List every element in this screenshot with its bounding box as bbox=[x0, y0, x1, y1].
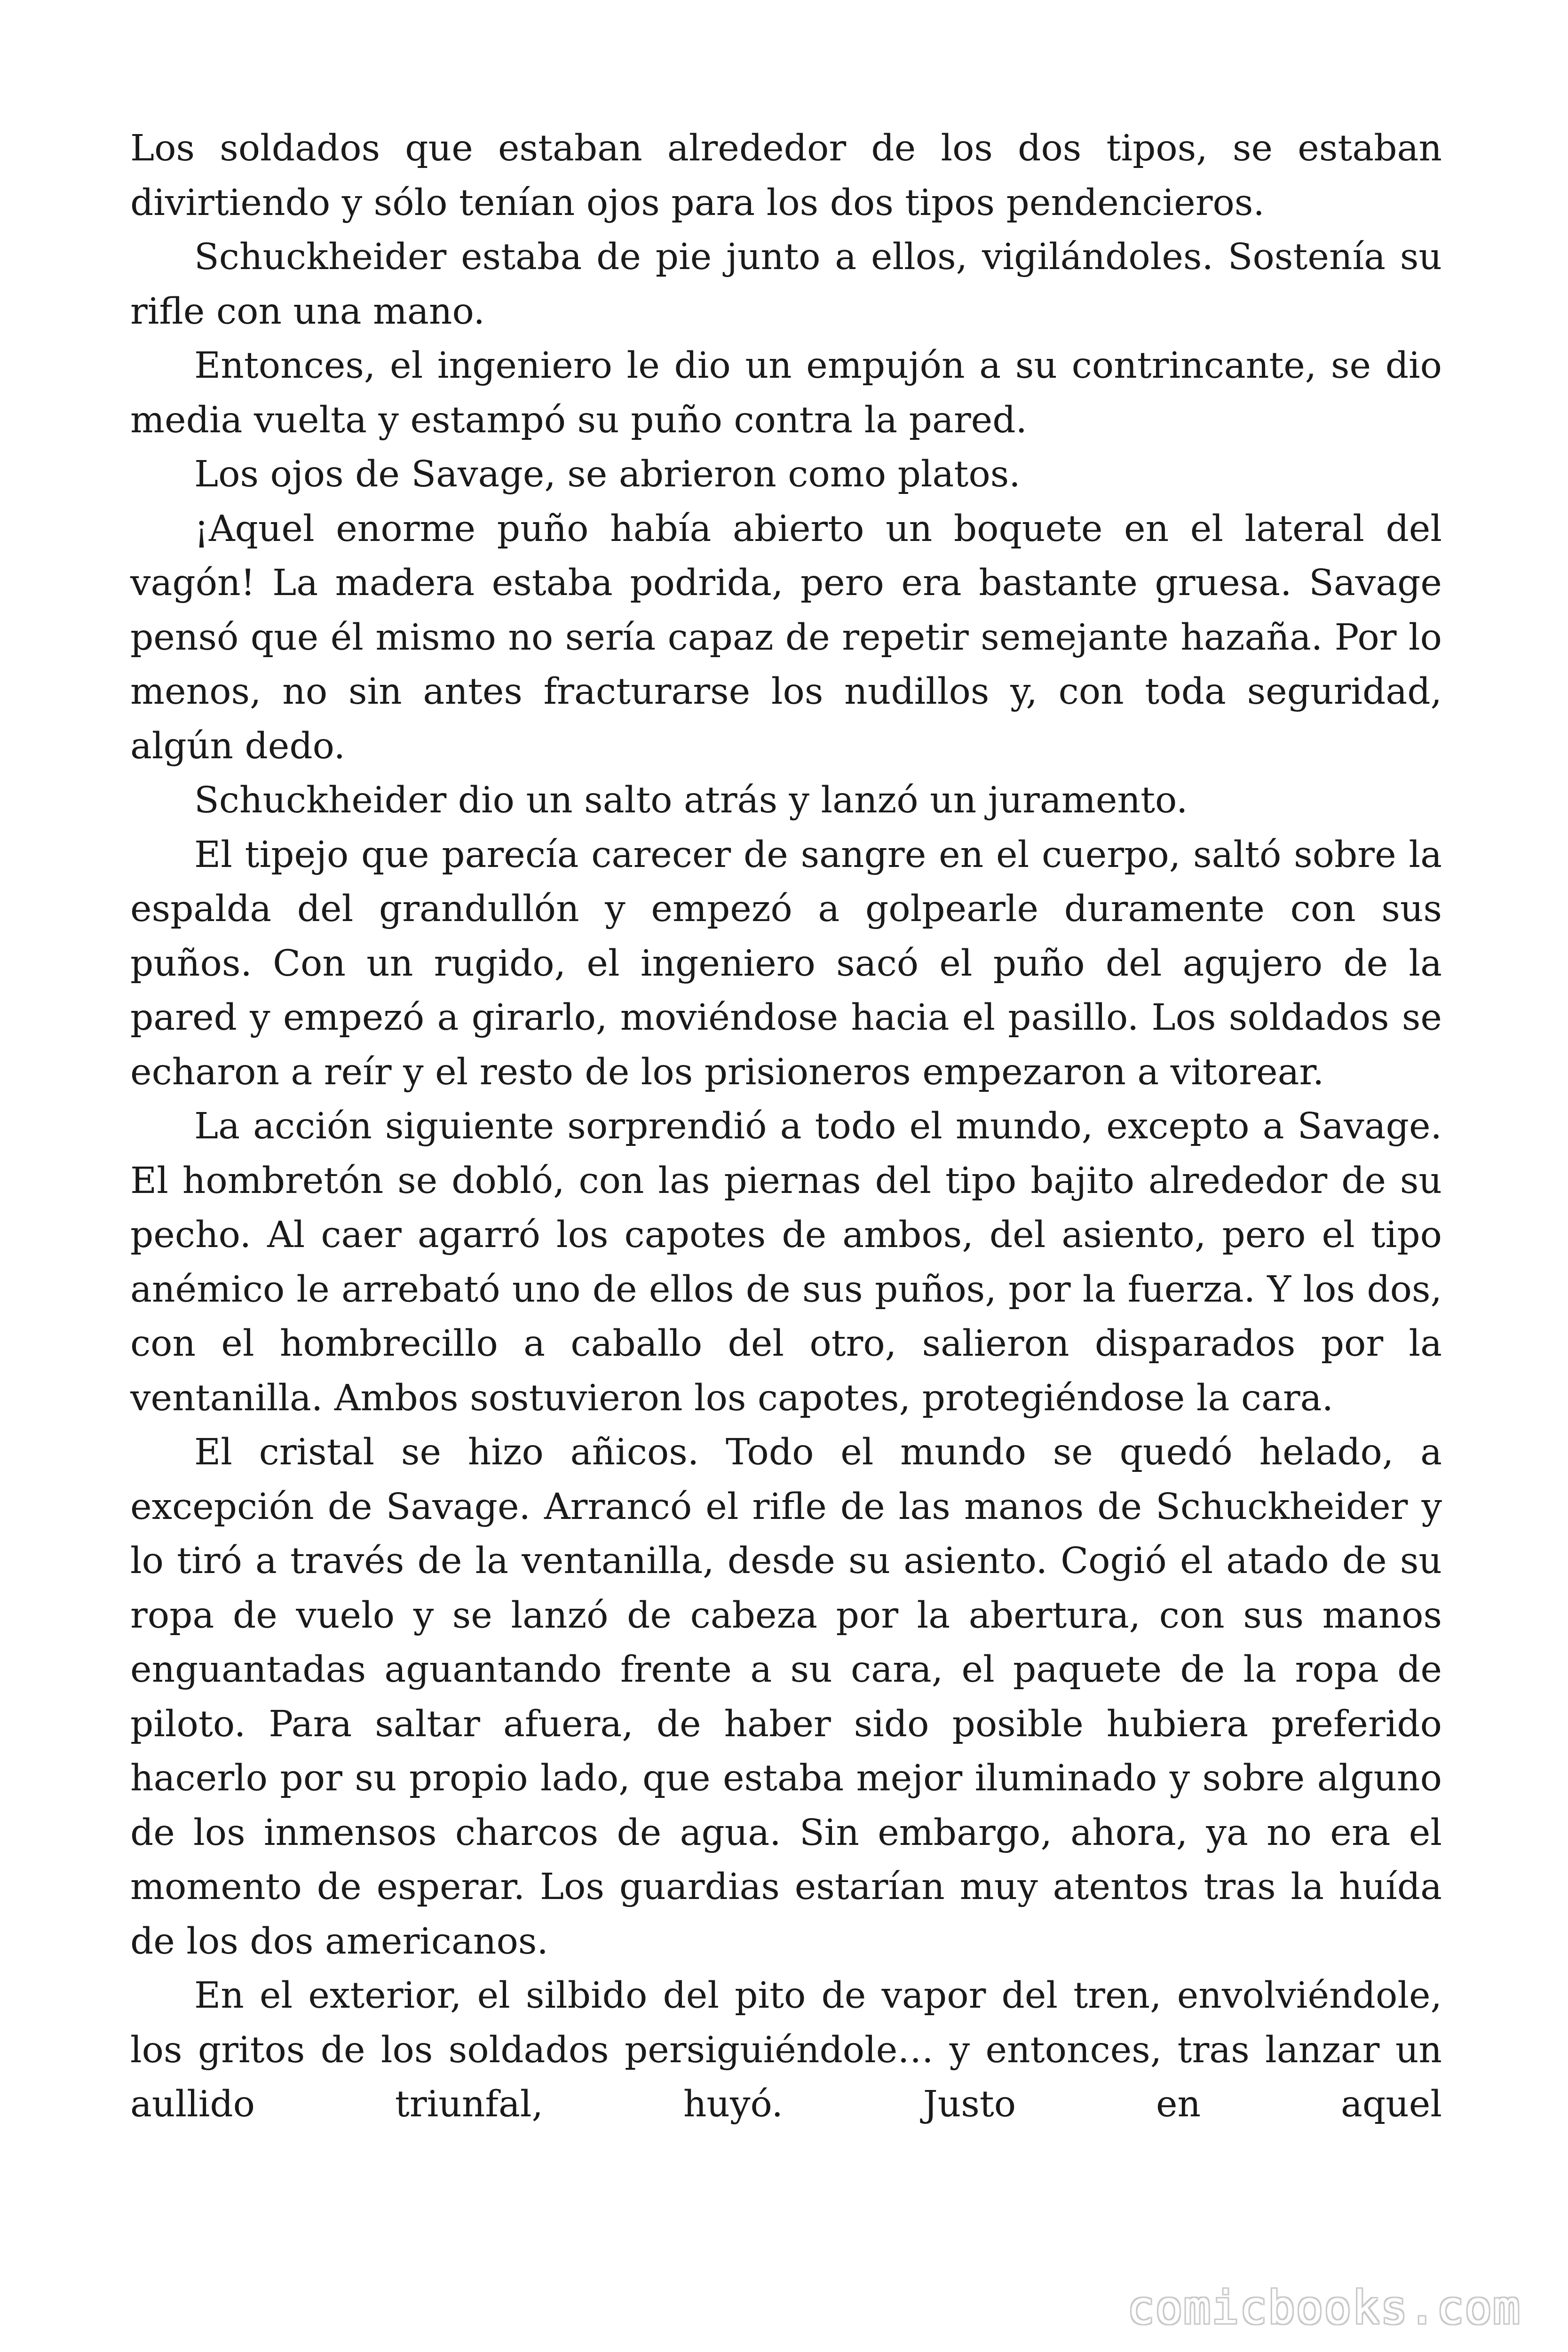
paragraph-5: ¡Aquel enorme puño había abierto un boquete en el lateral del vagón! La madera estaba podrida, pero era bastante gruesa. Savage pensó que él mismo no sería capaz de repetir semejante hazaña. Por lo menos, no sin antes fracturarse los nudillos y, con toda seguridad, algún dedo. bbox=[130, 508, 1442, 767]
paragraph-7: El tipejo que parecía carecer de sangre en el cuerpo, saltó sobre la espalda del grandullón y empezó a golpearle duramente con sus puños. Con un rugido, el ingeniero sacó el puño del agujero de la pared y empezó a girarlo, moviéndose hacia el pasillo. Los soldados se echaron a reír y el resto de los prisioneros empezaron a vitorear. bbox=[130, 834, 1442, 1093]
paragraph-4: Los ojos de Savage, se abrieron como platos. bbox=[194, 453, 1021, 495]
paragraph-9: El cristal se hizo añicos. Todo el mundo se quedó helado, a excepción de Savage. Arrancó el rifle de las manos de Schuckheider y lo tiró a través de la ventanilla, desde su asiento. Cogió el atado de su ropa de vuelo y se lanzó de cabeza por la abertura, con sus manos enguantadas aguantando frente a su cara, el paquete de la ropa de piloto. Para saltar afuera, de haber sido posible hubiera preferido hacerlo por su propio lado, que estaba mejor iluminado y sobre alguno de los inmensos charcos de agua. Sin embargo, ahora, ya no era el momento de esperar. Los guardias estarían muy atentos tras la huída de los dos americanos. bbox=[130, 1431, 1442, 1963]
paragraph-3: Entonces, el ingeniero le dio un empujón a su contrincante, se dio media vuelta y estampó su puño contra la pared. bbox=[130, 345, 1442, 441]
paragraph-1: Los soldados que estaban alrededor de los dos tipos, se estaban divirtiendo y sólo tenían ojos para los dos tipos pendencieros. bbox=[130, 127, 1442, 224]
page-text bbox=[130, 121, 1442, 2132]
paragraph-8: La acción siguiente sorprendió a todo el mundo, excepto a Savage. El hombretón se dobló, con las piernas del tipo bajito alrededor de su pecho. Al caer agarró los capotes de ambos, del asiento, pero el tipo anémico le arrebató uno de ellos de sus puños, por la fuerza. Y los dos, con el hombrecillo a caballo del otro, salieron disparados por la ventanilla. Ambos sostuvieron los capotes, protegiéndose la cara. bbox=[130, 1105, 1442, 1419]
paragraph-6: Schuckheider dio un salto atrás y lanzó un juramento. bbox=[194, 779, 1188, 821]
watermark-logo: comicbooks.com bbox=[1127, 2281, 1521, 2334]
paragraph-2: Schuckheider estaba de pie junto a ellos, vigilándoles. Sostenía su rifle con una mano. bbox=[130, 236, 1442, 333]
paragraph-10: En el exterior, el silbido del pito de vapor del tren, envolviéndole, los gritos de los soldados persiguiéndole… y entonces, tras lanzar un aullido triunfal, huyó. Justo en aquel bbox=[130, 1975, 1442, 2125]
